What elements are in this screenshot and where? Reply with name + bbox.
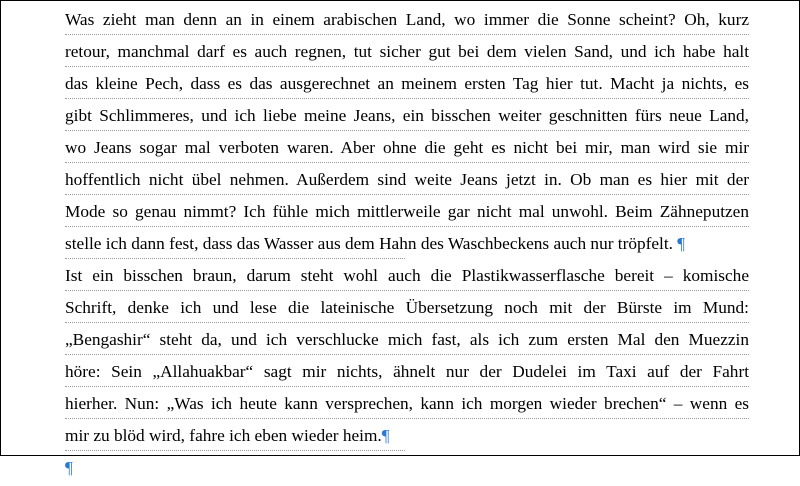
text-line-14-content[interactable]: mir zu blöd wird, fahre ich eben wieder heim. — [65, 426, 382, 445]
text-line-14[interactable] — [65, 422, 749, 454]
empty-paragraph[interactable] — [65, 454, 749, 486]
text-line-9[interactable]: Ist ein bisschen braun, darum steht wohl auch die Plastikwasserflasche bereit – komische — [65, 262, 749, 294]
text-line-8-content[interactable]: stelle ich dann fest, dass das Wasser aus dem Hahn des Waschbeckens auch nur tröpfelt. — [65, 234, 673, 253]
document-body[interactable] — [65, 6, 749, 486]
text-line-2[interactable]: retour, manchmal darf es auch regnen, tut sicher gut bei dem vielen Sand, und ich habe halt — [65, 38, 749, 70]
text-line-1[interactable]: Was zieht man denn an in einem arabischen Land, wo immer die Sonne scheint? Oh, kurz — [65, 6, 749, 38]
text-line-6[interactable]: hoffentlich nicht übel nehmen. Außerdem sind weite Jeans jetzt in. Ob man es hier mit der — [65, 166, 749, 198]
text-line-4[interactable]: gibt Schlimmeres, und ich liebe meine Jeans, ein bisschen weiter geschnitten fürs neue Land, — [65, 102, 749, 134]
paragraph-mark-3: ¶ — [65, 458, 73, 477]
text-line-11[interactable]: „Bengashir“ steht da, und ich verschlucke mich fast, als ich zum ersten Mal den Muezzin — [65, 326, 749, 358]
text-line-8[interactable] — [65, 230, 749, 262]
text-line-5[interactable]: wo Jeans sogar mal verboten waren. Aber ohne die geht es nicht bei mir, man wird sie mir — [65, 134, 749, 166]
text-line-12[interactable]: höre: Sein „Allahuakbar“ sagt mir nichts, ähnelt nur der Dudelei im Taxi auf der Fahrt — [65, 358, 749, 390]
text-line-3[interactable]: das kleine Pech, dass es das ausgerechnet an meinem ersten Tag hier tut. Macht ja nichts, es — [65, 70, 749, 102]
paragraph-mark-1: ¶ — [677, 234, 686, 253]
paragraph-mark-2: ¶ — [381, 426, 390, 445]
text-line-10[interactable]: Schrift, denke ich und lese die lateinische Übersetzung noch mit der Bürste im Mund: — [65, 294, 749, 326]
text-line-13[interactable]: hierher. Nun: „Was ich heute kann versprechen, kann ich morgen wieder brechen“ – wenn es — [65, 390, 749, 422]
text-line-7[interactable]: Mode so genau nimmt? Ich fühle mich mittlerweile gar nicht mal unwohl. Beim Zähneputzen — [65, 198, 749, 230]
